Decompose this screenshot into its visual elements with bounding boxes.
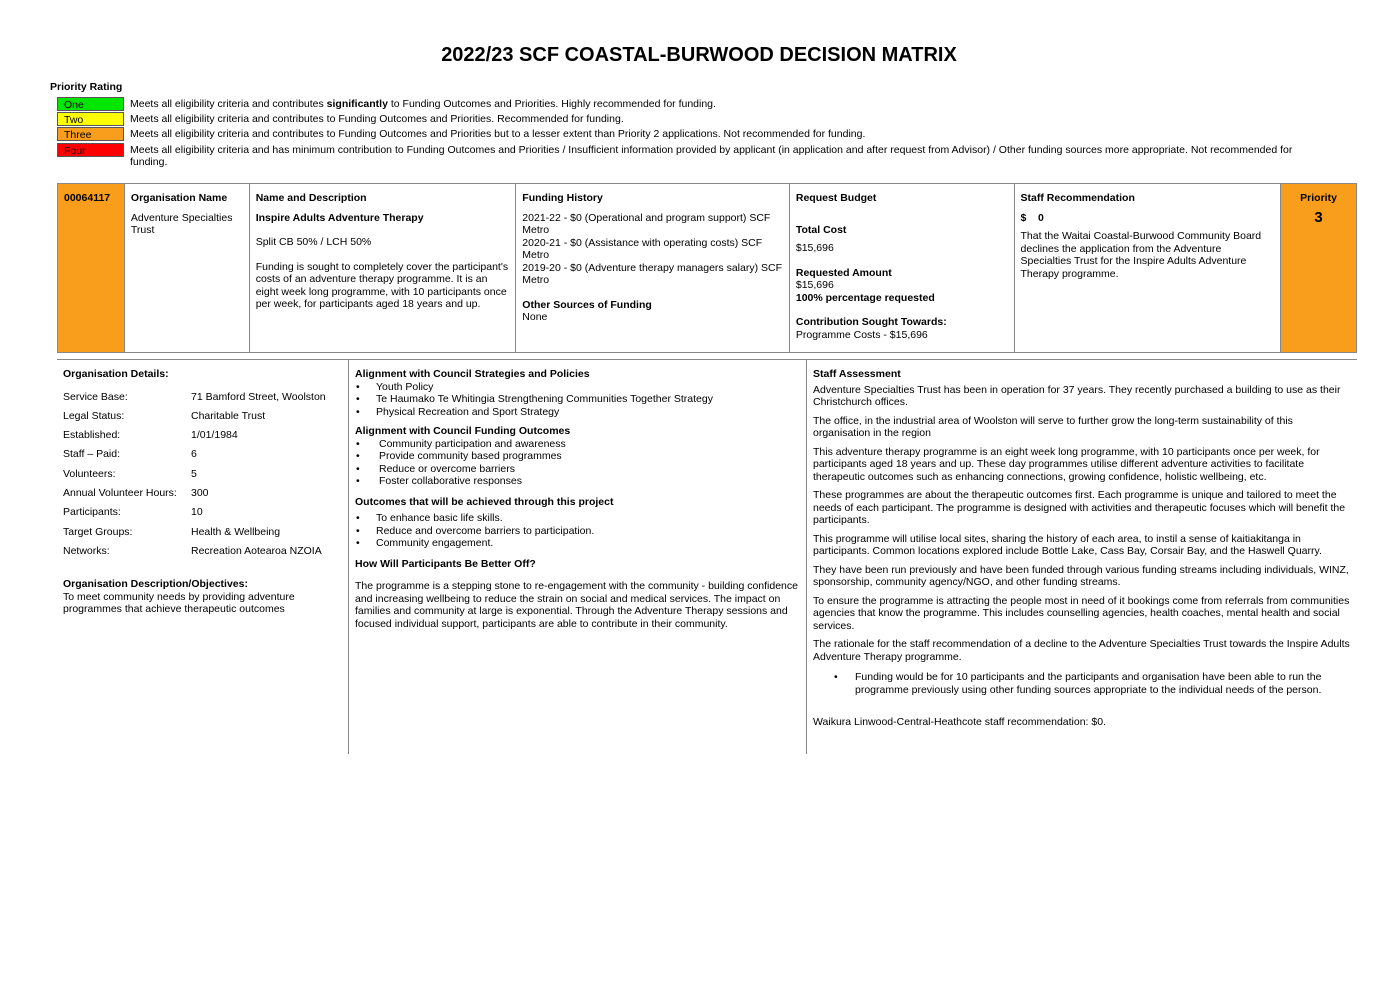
list-item: • Physical Recreation and Sport Strategy <box>355 406 800 419</box>
total-cost-value: $15,696 <box>795 242 834 254</box>
staff-assessment-paragraph: To ensure the programme is attracting the people most in need of it bookings come from referrals from communities agencies that know the programme. This includes counselling agencies, health coaches, mental health and social services. <box>813 594 1350 632</box>
achieved-outcomes-list <box>355 512 800 550</box>
requested-amount-label: Requested Amount <box>795 266 892 279</box>
organisation-name: Adventure Specialties Trust <box>130 211 233 236</box>
organisation-description: To meet community needs by providing adventure programmes that achieve therapeutic outcomes <box>63 590 295 616</box>
better-off-header: How Will Participants Be Better Off? <box>355 557 536 570</box>
list-item: • Community participation and awareness <box>355 438 800 451</box>
strategies-list <box>355 381 800 419</box>
name-description-header: Name and Description <box>255 192 367 204</box>
organisation-detail-row <box>63 545 342 564</box>
staff-assessment-bullet: • Funding would be for 10 participants and the participants and organisation have been able to run the programme previously using other funding sources appropriate to the individual needs of the person. <box>833 671 1351 696</box>
funding-history-cell <box>516 184 790 352</box>
funding-history-header: Funding History <box>522 192 603 204</box>
detail-value: 1/01/1984 <box>191 429 238 442</box>
funding-history-item: 2021-22 - $0 (Operational and program support) SCF Metro <box>522 211 771 236</box>
project-split: Split CB 50% / LCH 50% <box>255 236 372 248</box>
detail-value: Health & Wellbeing <box>191 525 281 538</box>
priority-rating-row <box>57 112 624 126</box>
staff-assessment-paragraph: The rationale for the staff recommendation of a decline to the Adventure Specialties Trust towards the Inspire Adults Adventure Therapy programme. <box>813 638 1350 663</box>
staff-assessment-paragraph: These programmes are about the therapeutic outcomes first. Each programme is unique and tailored to meet the needs of each participant. The programme is designed with activities and therapeutic focuses which will benefit the participants. <box>813 489 1346 526</box>
staff-recommendation-cell <box>1015 184 1282 352</box>
priority-description-text: Meets all eligibility criteria and has minimum contribution to Funding Outcomes and Priorities / Insufficient information provided by applicant (in application and after request from Advisor) / Other funding sources more appropriate. Not recommended for funding. <box>130 144 1293 168</box>
organisation-detail-row <box>63 487 342 506</box>
priority-rating-row <box>57 127 866 141</box>
organisation-description-header: Organisation Description/Objectives: <box>63 578 248 591</box>
priority-description-emphasis: significantly <box>326 98 388 110</box>
staff-recommendation-header: Staff Recommendation <box>1020 192 1135 204</box>
funding-outcomes-list <box>355 438 800 488</box>
total-cost-label: Total Cost <box>795 223 847 236</box>
alignment-column <box>348 360 806 754</box>
detail-label: Participants: <box>63 506 121 519</box>
priority-rating-label: Priority Rating <box>50 81 123 93</box>
staff-assessment-column <box>806 360 1357 754</box>
application-id: 00064117 <box>64 192 111 204</box>
detail-value: Charitable Trust <box>191 409 266 422</box>
priority-swatch: Four <box>57 143 124 157</box>
staff-recommendation-text: That the Waitai Coastal-Burwood Community Board declines the application from the Adventure Specialties Trust for the Inspire Adults Adventure Therapy programme. <box>1020 230 1262 280</box>
staff-assessment-footer: Waikura Linwood-Central-Heathcote staff recommendation: $0. <box>813 716 1106 728</box>
list-item: • Te Haumako Te Whitingia Strengthening Communities Together Strategy <box>355 393 800 406</box>
detail-label: Annual Volunteer Hours: <box>63 486 177 499</box>
priority-description <box>130 113 1310 125</box>
detail-label: Service Base: <box>63 390 128 403</box>
organisation-detail-row <box>63 410 342 429</box>
other-sources-header: Other Sources of Funding <box>522 298 652 311</box>
priority-value: 3 <box>1314 208 1323 226</box>
priority-description-text: Meets all eligibility criteria and contributes <box>130 98 327 110</box>
strategies-header: Alignment with Council Strategies and Policies <box>355 368 590 380</box>
funding-history-item: 2019-20 - $0 (Adventure therapy managers salary) SCF Metro <box>522 261 783 286</box>
priority-description <box>130 144 1310 168</box>
detail-value: Recreation Aotearoa NZOIA <box>191 544 322 557</box>
list-item: • Youth Policy <box>355 381 800 394</box>
priority-header: Priority <box>1300 192 1337 204</box>
detail-value: 300 <box>191 486 209 499</box>
project-name: Inspire Adults Adventure Therapy <box>255 211 424 224</box>
priority-swatch: One <box>57 97 124 111</box>
other-sources-value: None <box>522 311 548 323</box>
organisation-detail-row <box>63 468 342 487</box>
detail-label: Staff – Paid: <box>63 448 121 461</box>
name-description-cell <box>250 184 517 352</box>
funding-outcomes-header: Alignment with Council Funding Outcomes <box>355 425 571 437</box>
detail-value: 5 <box>191 467 197 480</box>
organisation-details-header: Organisation Details: <box>63 368 169 380</box>
organisation-detail-row <box>63 506 342 525</box>
priority-description-text: Meets all eligibility criteria and contributes to Funding Outcomes and Priorities but to a lesser extent than Priority 2 applications. Not recommended for funding. <box>130 128 866 140</box>
list-item: • Provide community based programmes <box>355 450 800 463</box>
list-item: • Reduce and overcome barriers to participation. <box>355 525 800 538</box>
staff-assessment-paragraph: They have been run previously and have been funded through various funding streams including individuals, WINZ, sponsorship, community agency/NGO, and other funding streams. <box>813 563 1349 588</box>
application-id-cell <box>58 184 125 352</box>
priority-rating-row <box>57 97 716 111</box>
detail-label: Legal Status: <box>63 409 125 422</box>
list-item: • Reduce or overcome barriers <box>355 463 800 476</box>
detail-label: Target Groups: <box>63 525 133 538</box>
priority-description <box>130 98 1310 110</box>
organisation-name-header: Organisation Name <box>130 192 228 204</box>
application-table <box>57 183 1357 353</box>
staff-assessment-paragraph: Adventure Specialties Trust has been in operation for 37 years. They recently purchased a building to use as their Christchurch offices. <box>813 383 1341 408</box>
organisation-detail-row <box>63 429 342 448</box>
priority-description <box>130 128 1310 140</box>
requested-amount-value: $15,696 <box>795 279 834 291</box>
list-item: • Foster collaborative responses <box>355 475 800 488</box>
priority-swatch: Two <box>57 112 124 126</box>
organisation-details-column <box>57 360 348 754</box>
organisation-detail-row <box>63 448 342 467</box>
contribution-label: Contribution Sought Towards: <box>795 316 947 328</box>
detail-value: 71 Bamford Street, Woolston <box>191 390 326 403</box>
detail-label: Volunteers: <box>63 467 116 480</box>
request-budget-cell <box>790 184 1015 352</box>
detail-value: 6 <box>191 448 197 461</box>
staff-assessment-paragraph: This programme will utilise local sites, sharing the history of each area, to instil a sense of kaitiakitanga in participants. Common locations explored include Bottle Lake, Cass Bay, Corsair Bay, and the Haswell Quarry. <box>813 532 1322 557</box>
priority-description-text: to Funding Outcomes and Priorities. Highly recommended for funding. <box>387 98 716 110</box>
staff-assessment-paragraph: The office, in the industrial area of Woolston will serve to further grow the long-term sustainability of this organisation in the region <box>813 414 1293 439</box>
percentage-requested: 100% percentage requested <box>795 291 935 304</box>
funding-history-item: 2020-21 - $0 (Assistance with operating costs) SCF Metro <box>522 236 763 261</box>
staff-recommendation-amount: $ 0 <box>1020 211 1044 224</box>
organisation-cell <box>125 184 250 352</box>
page-title: 2022/23 SCF COASTAL-BURWOOD DECISION MATRIX <box>441 44 957 66</box>
detail-label: Networks: <box>63 544 110 557</box>
staff-assessment-header: Staff Assessment <box>813 368 901 380</box>
detail-value: 10 <box>191 506 203 519</box>
list-item: • To enhance basic life skills. <box>355 512 800 525</box>
priority-description-text: Meets all eligibility criteria and contributes to Funding Outcomes and Priorities. Recommended for funding. <box>130 113 624 125</box>
contribution-value: Programme Costs - $15,696 <box>795 328 928 341</box>
detail-label: Established: <box>63 429 121 442</box>
priority-cell <box>1281 184 1356 352</box>
organisation-detail-row <box>63 391 342 410</box>
staff-assessment-paragraph: This adventure therapy programme is an eight week long programme, with 10 participants once per week, for participants aged 18 years and up. These day programmes utilise different adventure activities to facilitate therapeutic outcomes such as enhancing connections, growing confidence, holistic wellbeing, etc. <box>813 445 1320 483</box>
priority-rating-row <box>57 143 1293 168</box>
list-item: • Community engagement. <box>355 537 800 550</box>
project-description: Funding is sought to completely cover the participant's costs of an adventure therapy programme. It is an eight week long programme, with 10 participants once per week, for participants aged 18 years and up. <box>255 260 509 310</box>
organisation-detail-row <box>63 526 342 545</box>
achieved-outcomes-header: Outcomes that will be achieved through this project <box>355 495 614 508</box>
priority-swatch: Three <box>57 127 124 141</box>
details-section <box>57 359 1357 754</box>
request-budget-header: Request Budget <box>795 192 877 204</box>
better-off-text: The programme is a stepping stone to re-engagement with the community - building confidence and increasing wellbeing to reduce the strain on social and medical services. The impact on families and community at large is exponential. Through the Adventure Therapy sessions and focused individual support, participants are able to contribute in their community. <box>355 580 798 630</box>
